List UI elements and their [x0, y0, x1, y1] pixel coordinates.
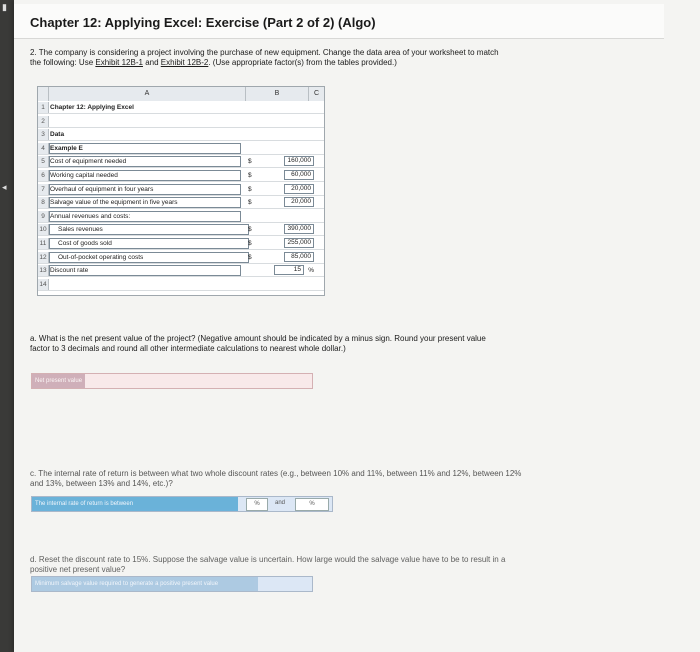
cell-b[interactable]: [246, 143, 316, 154]
row-number: 4: [38, 143, 49, 154]
row-number: 7: [38, 184, 49, 195]
cell-b[interactable]: [246, 116, 316, 127]
sheet-row: [38, 129, 324, 141]
sheet-row: [38, 170, 324, 182]
corner-header: [38, 87, 49, 101]
part-d-line-1: d. Reset the discount rate to 15%. Suppose the salvage value is uncertain. How large would the salvage value have to be to result in a: [30, 555, 506, 564]
cell-value[interactable]: 255,000: [284, 238, 314, 248]
exhibit-12b1-link[interactable]: Exhibit 12B-1: [95, 58, 143, 67]
cell-b[interactable]: [246, 184, 316, 195]
cell-b[interactable]: [246, 265, 316, 276]
irr-answer-row: [31, 496, 333, 512]
sheet-row: [38, 102, 324, 114]
cell-a[interactable]: Annual revenues and costs:: [49, 211, 241, 222]
cell-a[interactable]: Out-of-pocket operating costs: [49, 252, 249, 263]
currency-symbol: $: [248, 185, 252, 193]
cell-value[interactable]: 160,000: [284, 156, 314, 166]
question-line-2: [30, 58, 650, 68]
sheet-row: [38, 184, 324, 196]
cell-b[interactable]: [246, 170, 316, 181]
row-number: 1: [38, 102, 49, 113]
currency-symbol: $: [248, 240, 252, 247]
row-number: 12: [38, 252, 49, 263]
currency-symbol: $: [248, 158, 252, 166]
sheet-row: [38, 224, 324, 236]
question-2: [30, 48, 650, 68]
irr-and-text: and: [274, 500, 285, 506]
part-a-line-2: factor to 3 decimals and round all other intermediate calculations to nearest whole dollar.): [30, 344, 346, 353]
row-number: 6: [38, 170, 49, 181]
sheet-row: [38, 116, 324, 128]
cell-value[interactable]: 15: [274, 265, 304, 275]
currency-symbol: $: [248, 226, 252, 234]
column-header-c: C: [309, 87, 324, 101]
cell-a[interactable]: Working capital needed: [49, 170, 241, 181]
percent-sign: %: [308, 267, 314, 275]
cell-value[interactable]: 20,000: [284, 184, 314, 194]
part-a-question: [30, 334, 650, 354]
row-number: 10: [38, 224, 49, 235]
cell-b[interactable]: [246, 102, 316, 113]
npv-label: Net present value: [32, 374, 85, 388]
part-d-question: [30, 555, 670, 575]
row-number: 13: [38, 265, 49, 276]
exhibit-12b2-link[interactable]: Exhibit 12B-2: [160, 58, 209, 67]
cell-value[interactable]: 85,000: [284, 252, 314, 262]
row-number: 5: [38, 156, 49, 167]
cell-b[interactable]: [246, 279, 316, 290]
part-a-line-1: a. What is the net present value of the project? (Negative amount should be indicated by a minus sign. Round your present value: [30, 334, 486, 343]
part-d-line-2: positive net present value?: [30, 565, 126, 574]
currency-symbol: $: [248, 199, 252, 207]
part-c-question: [30, 469, 670, 489]
sheet-row: [38, 156, 324, 168]
cell-b[interactable]: [246, 129, 316, 140]
row-number: 3: [38, 129, 49, 140]
row-number: 14: [38, 279, 49, 290]
cell-a[interactable]: [50, 279, 246, 290]
sheet-row: [38, 238, 324, 250]
cell-b[interactable]: [246, 197, 316, 208]
irr-label: The internal rate of return is between: [32, 497, 238, 511]
question-line-1: 2. The company is considering a project involving the purchase of new equipment. Change the data area of your worksheet to match: [30, 48, 499, 57]
irr-high-input[interactable]: %: [295, 498, 329, 511]
part-c-line-1: c. The internal rate of return is between what two whole discount rates (e.g., between 10% and 11%, between 11% and 12%, between 12%: [30, 469, 522, 478]
sheet-row: [38, 252, 324, 264]
row-number: 9: [38, 211, 49, 222]
question-text: and: [142, 58, 161, 67]
cell-b[interactable]: [246, 252, 316, 263]
cell-a[interactable]: Sales revenues: [49, 224, 249, 235]
cell-b[interactable]: [246, 211, 316, 222]
currency-symbol: $: [248, 172, 252, 179]
cell-a[interactable]: Cost of equipment needed: [49, 156, 241, 167]
column-header-b: B: [246, 87, 309, 101]
cell-b[interactable]: [246, 224, 316, 235]
cell-a[interactable]: [50, 116, 246, 127]
cell-value[interactable]: 390,000: [284, 224, 314, 234]
cell-b[interactable]: [246, 156, 316, 167]
page-title: Chapter 12: Applying Excel: Exercise (Part 2 of 2) (Algo): [30, 15, 376, 30]
currency-symbol: $: [248, 253, 252, 261]
sheet-row: [38, 211, 324, 223]
column-header-a: A: [49, 87, 246, 101]
salvage-answer-field[interactable]: [31, 576, 313, 592]
row-number: 11: [38, 238, 49, 249]
cell-a[interactable]: Chapter 12: Applying Excel: [50, 104, 134, 111]
cell-a[interactable]: Example E: [49, 143, 241, 154]
header: [14, 4, 664, 39]
cell-value[interactable]: 60,000: [284, 170, 314, 180]
edge-arrow-icon: ◂: [2, 182, 7, 192]
salvage-label: Minimum salvage value required to generate a positive present value: [32, 577, 258, 591]
cell-b[interactable]: [246, 238, 316, 249]
cell-a[interactable]: Salvage value of the equipment in five years: [49, 197, 241, 208]
cell-a[interactable]: Discount rate: [49, 265, 241, 276]
cell-a[interactable]: Data: [50, 131, 65, 139]
worksheet: [37, 86, 325, 296]
left-edge-strip: [0, 0, 14, 652]
part-c-line-2: and 13%, between 13% and 14%, etc.)?: [30, 479, 173, 488]
question-text: . (Use appropriate factor(s) from the tables provided.): [208, 58, 397, 67]
edge-mark-icon: ▮: [2, 2, 7, 12]
cell-value[interactable]: 20,000: [284, 197, 314, 207]
irr-low-input[interactable]: %: [246, 498, 268, 511]
cell-a[interactable]: Overhaul of equipment in four years: [49, 184, 241, 195]
cell-a[interactable]: Cost of goods sold: [49, 238, 249, 249]
sheet-row: [38, 279, 324, 291]
sheet-row: [38, 265, 324, 277]
row-number: 2: [38, 116, 49, 127]
sheet-row: [38, 197, 324, 209]
npv-answer-field[interactable]: [31, 373, 313, 389]
question-text: the following: Use: [30, 58, 96, 67]
sheet-row: [38, 143, 324, 155]
row-number: 8: [38, 197, 49, 208]
